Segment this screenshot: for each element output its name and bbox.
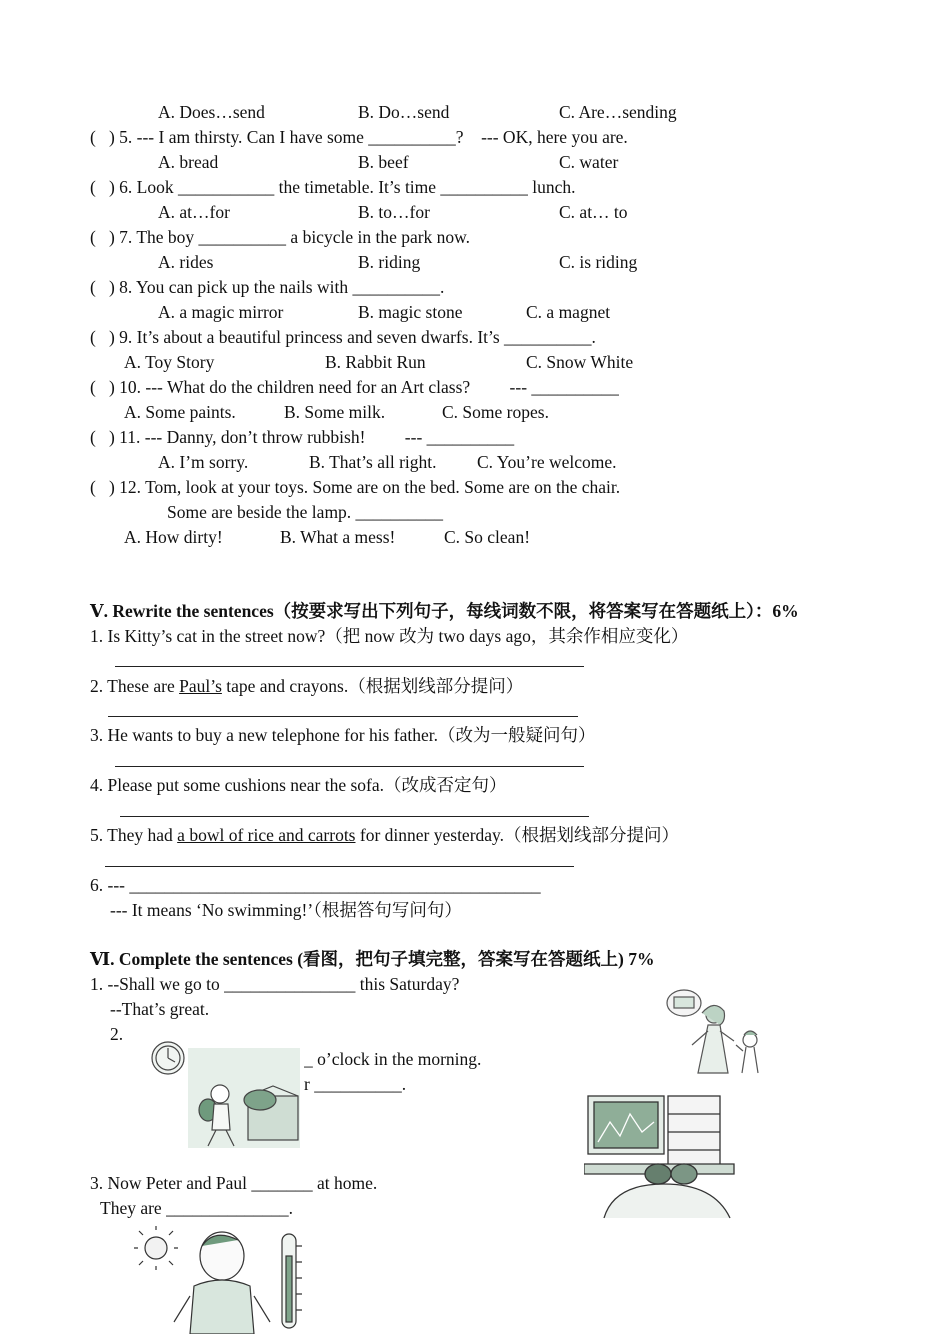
clock-and-boy-illustration (148, 1034, 304, 1150)
mother-and-son-illustration (662, 985, 768, 1075)
q4-option-a: A. Does…send (158, 102, 265, 122)
complete-1-line2: --That’s great. (110, 999, 210, 1019)
q9-option-c: C. Snow White (526, 352, 634, 372)
complete-2-number: 2. (110, 1024, 124, 1044)
q12-option-b: B. What a mess! (280, 527, 396, 547)
q5-option-a: A. bread (158, 152, 219, 172)
q8-option-b: B. magic stone (358, 302, 463, 322)
q8-option-a: A. a magic mirror (158, 302, 284, 322)
q6-option-a: A. at…for (158, 202, 230, 222)
q6-option-c: C. at… to (559, 202, 628, 222)
q10-option-c: C. Some ropes. (442, 402, 549, 422)
q10-stem: ( ) 10. --- What do the children need for an Art class? --- __________ (90, 377, 619, 397)
q11-option-c: C. You’re welcome. (477, 452, 617, 472)
rewrite-3: 3. He wants to buy a new telephone for his father.（改为一般疑问句） (90, 725, 596, 745)
q6-option-b: B. to…for (358, 202, 430, 222)
answer-line-5 (105, 866, 574, 867)
answer-line-1 (115, 666, 584, 667)
q8-option-c: C. a magnet (526, 302, 611, 322)
answer-line-4 (120, 816, 589, 817)
section5-title: Ⅴ. Rewrite the sentences（按要求写出下列句子，每线词数不限，将答案写在答题纸上）：6% (90, 601, 799, 621)
q5-stem: ( ) 5. --- I am thirsty. Can I have some __________? --- OK, here you are. (90, 127, 628, 147)
rewrite-1: 1. Is Kitty’s cat in the street now?（把 now 改为 two days ago，其余作相应变化） (90, 626, 689, 646)
q9-option-a: A. Toy Story (124, 352, 215, 372)
q4-option-b: B. Do…send (358, 102, 450, 122)
section6-title: Ⅵ. Complete the sentences (看图，把句子填完整，答案写在答题纸上) 7% (90, 949, 655, 969)
q11-stem: ( ) 11. --- Danny, don’t throw rubbish! --- __________ (90, 427, 515, 447)
complete-2-line1: _ o’clock in the morning. (304, 1049, 482, 1069)
q4-option-c: C. Are…sending (559, 102, 677, 122)
q12-stem-line2: Some are beside the lamp. __________ (167, 502, 444, 522)
underlined-phrase: a bowl of rice and carrots (177, 825, 356, 845)
complete-3-line2: They are ______________. (100, 1198, 293, 1218)
q5-option-c: C. water (559, 152, 619, 172)
rewrite-6-answer: --- It means ‘No swimming!’（根据答句写问句） (110, 900, 462, 920)
rewrite-6: 6. --- _______________________________________________ (90, 875, 541, 895)
q5-option-b: B. beef (358, 152, 409, 172)
hot-day-boy-illustration (134, 1226, 314, 1334)
rewrite-4: 4. Please put some cushions near the sofa.（改成否定句） (90, 775, 507, 795)
q7-option-b: B. riding (358, 252, 421, 272)
q6-stem: ( ) 6. Look ___________ the timetable. It’s time __________ lunch. (90, 177, 576, 197)
q7-option-a: A. rides (158, 252, 214, 272)
q11-option-a: A. I’m sorry. (158, 452, 249, 472)
rewrite-2: 2. These are Paul’s tape and crayons.（根据划线部分提问） (90, 676, 524, 696)
answer-line-3 (115, 766, 584, 767)
q10-option-b: B. Some milk. (284, 402, 386, 422)
tv-and-boys-illustration (584, 1092, 744, 1219)
q8-stem: ( ) 8. You can pick up the nails with __________. (90, 277, 445, 297)
q7-stem: ( ) 7. The boy __________ a bicycle in the park now. (90, 227, 471, 247)
q11-option-b: B. That’s all right. (309, 452, 437, 472)
complete-2-line2: r __________. (304, 1074, 407, 1094)
underlined-word: Paul’s (179, 676, 222, 696)
q9-option-b: B. Rabbit Run (325, 352, 426, 372)
q12-stem: ( ) 12. Tom, look at your toys. Some are on the bed. Some are on the chair. (90, 477, 621, 497)
rewrite-5: 5. They had a bowl of rice and carrots for dinner yesterday.（根据划线部分提问） (90, 825, 680, 845)
answer-line-2 (108, 716, 578, 717)
complete-3-line1: 3. Now Peter and Paul _______ at home. (90, 1173, 378, 1193)
q12-option-a: A. How dirty! (124, 527, 223, 547)
q10-option-a: A. Some paints. (124, 402, 236, 422)
q12-option-c: C. So clean! (444, 527, 531, 547)
q9-stem: ( ) 9. It’s about a beautiful princess and seven dwarfs. It’s __________. (90, 327, 596, 347)
q7-option-c: C. is riding (559, 252, 638, 272)
complete-1-line1: 1. --Shall we go to _______________ this Saturday? (90, 974, 460, 994)
